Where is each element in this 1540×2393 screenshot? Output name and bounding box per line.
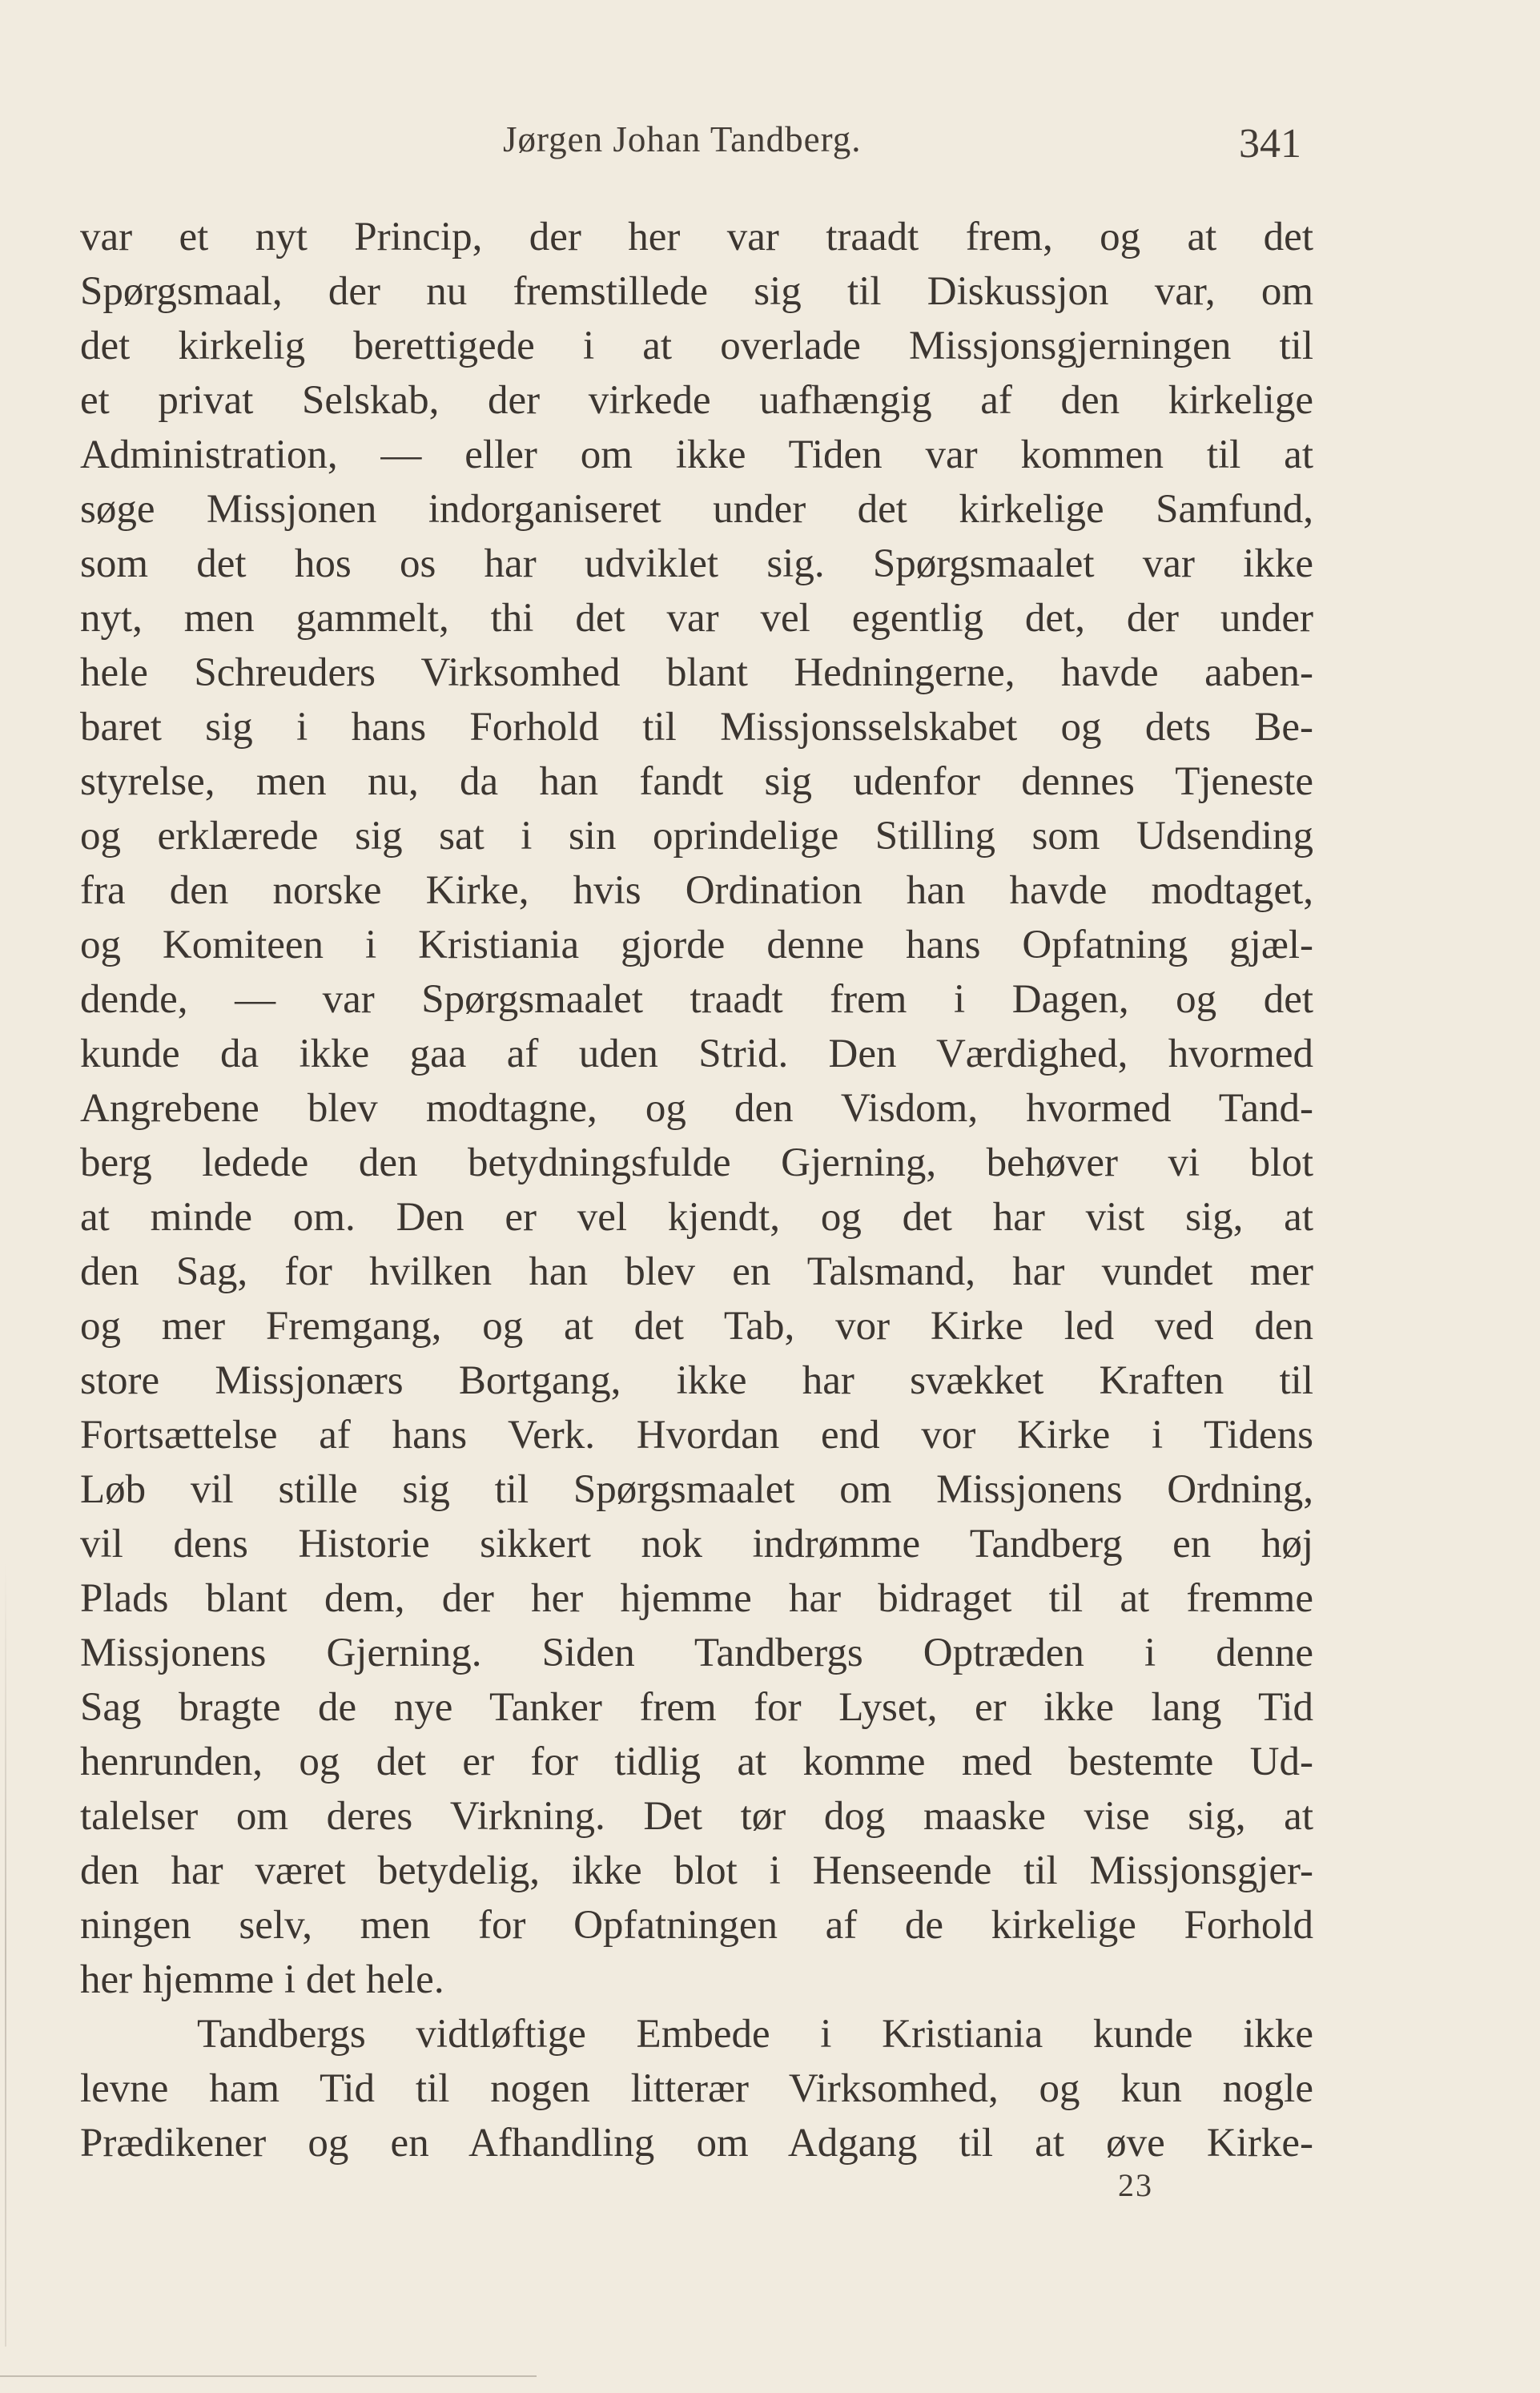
text-line: kunde da ikke gaa af uden Strid. Den Værdighed, hvormed xyxy=(80,1032,1313,1076)
text-line: levne ham Tid til nogen litterær Virksomhed, og kun nogle xyxy=(80,2066,1313,2111)
text-line: Angrebene blev modtagne, og den Visdom, hvormed Tand- xyxy=(80,1086,1313,1131)
page-number: 341 xyxy=(1239,121,1301,167)
text-line: den Sag, for hvilken han blev en Talsmand, har vundet mer xyxy=(80,1249,1313,1294)
text-line: Administration, — eller om ikke Tiden var kommen til at xyxy=(80,432,1313,477)
text-line: og Komiteen i Kristiania gjorde denne hans Opfatning gjæl- xyxy=(80,923,1313,967)
text-line: vil dens Historie sikkert nok indrømme Tandberg en høj xyxy=(80,1522,1313,1567)
text-line: talelser om deres Virkning. Det tør dog maaske vise sig, at xyxy=(80,1794,1313,1839)
text-line: og erklærede sig sat i sin oprindelige Stilling som Udsending xyxy=(80,814,1313,859)
text-line: Plads blant dem, der her hjemme har bidraget til at fremme xyxy=(80,1576,1313,1621)
text-line: Spørgsmaal, der nu fremstillede sig til Diskussjon var, om xyxy=(80,269,1313,314)
page-edge-shadow xyxy=(5,1562,6,2347)
text-line: fra den norske Kirke, hvis Ordination han havde modtaget, xyxy=(80,868,1313,913)
text-line: at minde om. Den er vel kjendt, og det har vist sig, at xyxy=(80,1195,1313,1240)
text-line: den har været betydelig, ikke blot i Henseende til Missjonsgjer- xyxy=(80,1848,1313,1893)
text-line: hele Schreuders Virksomhed blant Hedningerne, havde aaben- xyxy=(80,650,1313,695)
text-line: og mer Fremgang, og at det Tab, vor Kirke led ved den xyxy=(80,1304,1313,1349)
text-line: Prædikener og en Afhandling om Adgang til at øve Kirke- xyxy=(80,2121,1313,2166)
text-line: et privat Selskab, der virkede uafhængig af den kirkelige xyxy=(80,378,1313,423)
text-line: baret sig i hans Forhold til Missjonsselskabet og dets Be- xyxy=(80,705,1313,750)
text-line: som det hos os har udviklet sig. Spørgsmaalet var ikke xyxy=(80,541,1313,586)
text-line: søge Missjonen indorganiseret under det kirkelige Samfund, xyxy=(80,487,1313,532)
text-line: var et nyt Princip, der her var traadt frem, og at det xyxy=(80,215,1313,259)
body-text xyxy=(80,210,1313,2170)
signature-mark: 23 xyxy=(1118,2167,1153,2203)
running-head: Jørgen Johan Tandberg. xyxy=(503,119,862,159)
text-line: berg ledede den betydningsfulde Gjerning, behøver vi blot xyxy=(80,1140,1313,1185)
text-line: henrunden, og det er for tidlig at komme med bestemte Ud- xyxy=(80,1739,1313,1784)
bottom-rule xyxy=(0,2375,537,2377)
text-line: nyt, men gammelt, thi det var vel egentlig det, der under xyxy=(80,596,1313,641)
text-line: dende, — var Spørgsmaalet traadt frem i Dagen, og det xyxy=(80,977,1313,1022)
text-line: det kirkelig berettigede i at overlade Missjonsgjerningen til xyxy=(80,324,1313,368)
text-line: styrelse, men nu, da han fandt sig udenfor dennes Tjeneste xyxy=(80,759,1313,804)
text-line: Fortsættelse af hans Verk. Hvordan end vor Kirke i Tidens xyxy=(80,1413,1313,1458)
text-line: Sag bragte de nye Tanker frem for Lyset, er ikke lang Tid xyxy=(80,1685,1313,1730)
text-line: Løb vil stille sig til Spørgsmaalet om Missjonens Ordning, xyxy=(80,1467,1313,1512)
paragraph-end-line: her hjemme i det hele. xyxy=(80,1957,444,2002)
text-line: store Missjonærs Bortgang, ikke har svækket Kraften til xyxy=(80,1358,1313,1403)
text-line: Missjonens Gjerning. Siden Tandbergs Optræden i denne xyxy=(80,1631,1313,1675)
page-header xyxy=(0,119,1540,175)
paragraph-start-line: Tandbergs vidtløftige Embede i Kristiania kunde ikke xyxy=(197,2012,1313,2057)
text-line: ningen selv, men for Opfatningen af de kirkelige Forhold xyxy=(80,1903,1313,1948)
